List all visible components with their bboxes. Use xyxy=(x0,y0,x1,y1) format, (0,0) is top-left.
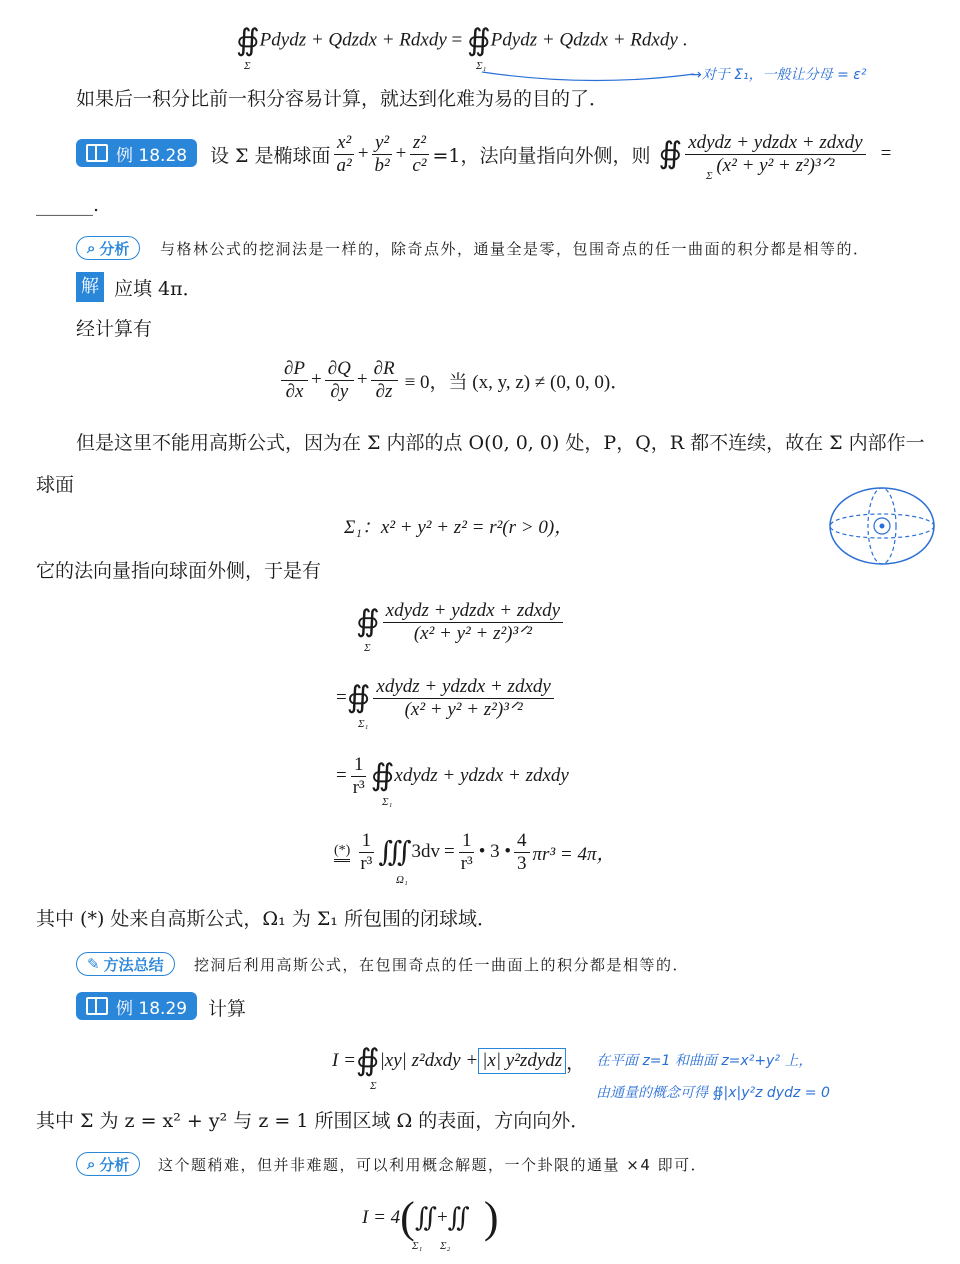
boxed-term: |x| y²zdydz xyxy=(478,1048,566,1074)
integral-line-2: = ∯ $\frac{\text{xdydz + ydzdx + zdxdy}}{\text{(x² + y² + z²)³ᐟ²}}$ xyxy=(336,676,557,721)
sphere-word: 球面 xyxy=(36,474,75,496)
I4-equation: I = 4 ( ∬ + ∬ ) xyxy=(362,1193,499,1242)
calc-text: 经计算有 xyxy=(76,318,153,340)
I4-sub-1: Σ₁ xyxy=(412,1240,423,1252)
sphere-sketch xyxy=(828,486,938,570)
int4-sub: Ω₁ xyxy=(396,874,408,886)
solution-tag: 解 xyxy=(76,272,104,302)
example-badge-18-28: 例 18.28 xyxy=(76,139,197,167)
integral-line-3: = $\frac{1}{\text{r³}}$ ∯ xdydz + ydzdx + zdxdy xyxy=(336,754,569,798)
fraction-y-b: $\frac{\text{y²}}{\text{b²}}$ xyxy=(371,132,392,177)
but-paragraph: 但是这里不能用高斯公式，因为在 Σ 内部的点 O(0, 0, 0) 处，P，Q，R 都不连续，故在 Σ 内部作一 xyxy=(76,432,925,454)
int2-sub: Σ₁ xyxy=(358,718,369,730)
paragraph-easier: 如果后一积分比前一积分容易计算，就达到化难为易的目的了． xyxy=(76,88,609,110)
analysis-text-2: 这个题稍难，但并非难题，可以利用概念解题，一个卦限的通量 ×4 即可． xyxy=(158,1156,708,1174)
example-18-29-text: 计算 xyxy=(208,998,247,1020)
example-badge-18-29: 例 18.29 xyxy=(76,992,197,1020)
int1-sub: Σ xyxy=(364,642,371,654)
top-eq-sub-lhs: Σ xyxy=(244,60,251,72)
integral-line-4: (*) $\frac{1}{\text{r³}}$ ∭ 3dv = $\frac{1}{\text{r³}}$ • 3 • $\frac{4}{3}$ πr³ = 4π， xyxy=(334,830,616,874)
fraction-x-a: $\frac{\text{x²}}{\text{a²}}$ xyxy=(334,132,355,177)
I-eq-sub: Σ xyxy=(370,1080,377,1092)
integral-line-1: ∯ $\frac{\text{xdydz + ydzdx + zdxdy}}{\text{(x² + y² + z²)³ᐟ²}}$ xyxy=(356,600,566,645)
ex1828-sub: Σ xyxy=(706,170,713,182)
handwritten-note-1: →对于 Σ₁，一般让分母 = ε² xyxy=(690,67,867,83)
analysis-text-1: 与格林公式的挖洞法是一样的，除奇点外，通量全是零，包围奇点的任一曲面的积分都是相等的． xyxy=(160,240,870,258)
search-icon: ⌕ xyxy=(87,1155,96,1173)
fraction-z-c: $\frac{\text{z²}}{\text{c²}}$ xyxy=(409,132,429,177)
surface-integral-symbol: ∯ xyxy=(467,24,491,57)
I-equation: I = ∯ |xy| z²dxdy + |x| y²zdydz ， xyxy=(332,1044,586,1077)
I4-sub-2: Σ₂ xyxy=(440,1240,451,1252)
example-18-28-statement: 设 Σ 是椭球面 $\frac{\text{x²}}{\text{a²}}$ + $\frac{\text{y²}}{\text{b²}}$ + $\frac{\text{z²}}{\text{c²}}$ =1，法向量指向外侧，则 ∯ $\frac{\text{xdydz + ydzdx + zdxdy}}{\text{(x² + y² + z²)³ᐟ²}}$ = xyxy=(210,131,892,176)
top-equation: ∯Pdydz + Qdzdx + Rdxdy = ∯Pdydz + Qdzdx + Rdxdy . xyxy=(236,24,688,57)
solution-text: 应填 4π． xyxy=(114,278,202,300)
flux-fraction: $\frac{\text{xdydz + ydzdx + zdxdy}}{\text{(x² + y² + z²)³ᐟ²}}$ xyxy=(685,132,865,177)
answer-blank: ______. xyxy=(36,194,100,216)
where-paragraph: 其中 (*) 处来自高斯公式，Ω₁ 为 Σ₁ 所包围的闭球域． xyxy=(36,908,496,930)
search-icon: ⌕ xyxy=(87,239,96,257)
method-summary-tag: ✎ 方法总结 xyxy=(76,952,175,976)
handwritten-note-2: 在平面 z=1 和曲面 z=x²+y² 上， xyxy=(596,1053,813,1069)
analysis-tag-1: ⌕ 分析 xyxy=(76,236,140,260)
int3-sub: Σ₁ xyxy=(382,796,393,808)
top-eq-sub-rhs: Σ₁ xyxy=(476,60,487,72)
normal-paragraph: 它的法向量指向球面外侧，于是有 xyxy=(36,560,322,582)
analysis-tag-2: ⌕ 分析 xyxy=(76,1152,140,1176)
lightbulb-icon: ✎ xyxy=(87,955,100,973)
sigma1-equation: Σ₁：x² + y² + z² = r²(r > 0)， xyxy=(344,517,574,538)
book-icon xyxy=(86,997,108,1015)
handwritten-note-3: 由通量的概念可得 ∯|x|y²z dydz = 0 xyxy=(596,1085,830,1101)
book-icon xyxy=(86,144,108,162)
surface-integral-symbol: ∯ xyxy=(658,137,683,170)
where2-paragraph: 其中 Σ 为 z = x² + y² 与 z = 1 所围区域 Ω 的表面，方向向外． xyxy=(36,1110,590,1132)
divergence-equation: $\frac{\partial P}{\partial x}$ + $\frac{\partial Q}{\partial y}$ + $\frac{\partial R}{\partial z}$ ≡ 0，当 (x, y, z) ≠ (0, 0, 0)． xyxy=(278,358,629,403)
method-summary-text: 挖洞后利用高斯公式，在包围奇点的任一曲面上的积分都是相等的． xyxy=(194,956,690,974)
annotation-arrow xyxy=(480,66,700,84)
surface-integral-symbol: ∯ xyxy=(236,24,260,57)
